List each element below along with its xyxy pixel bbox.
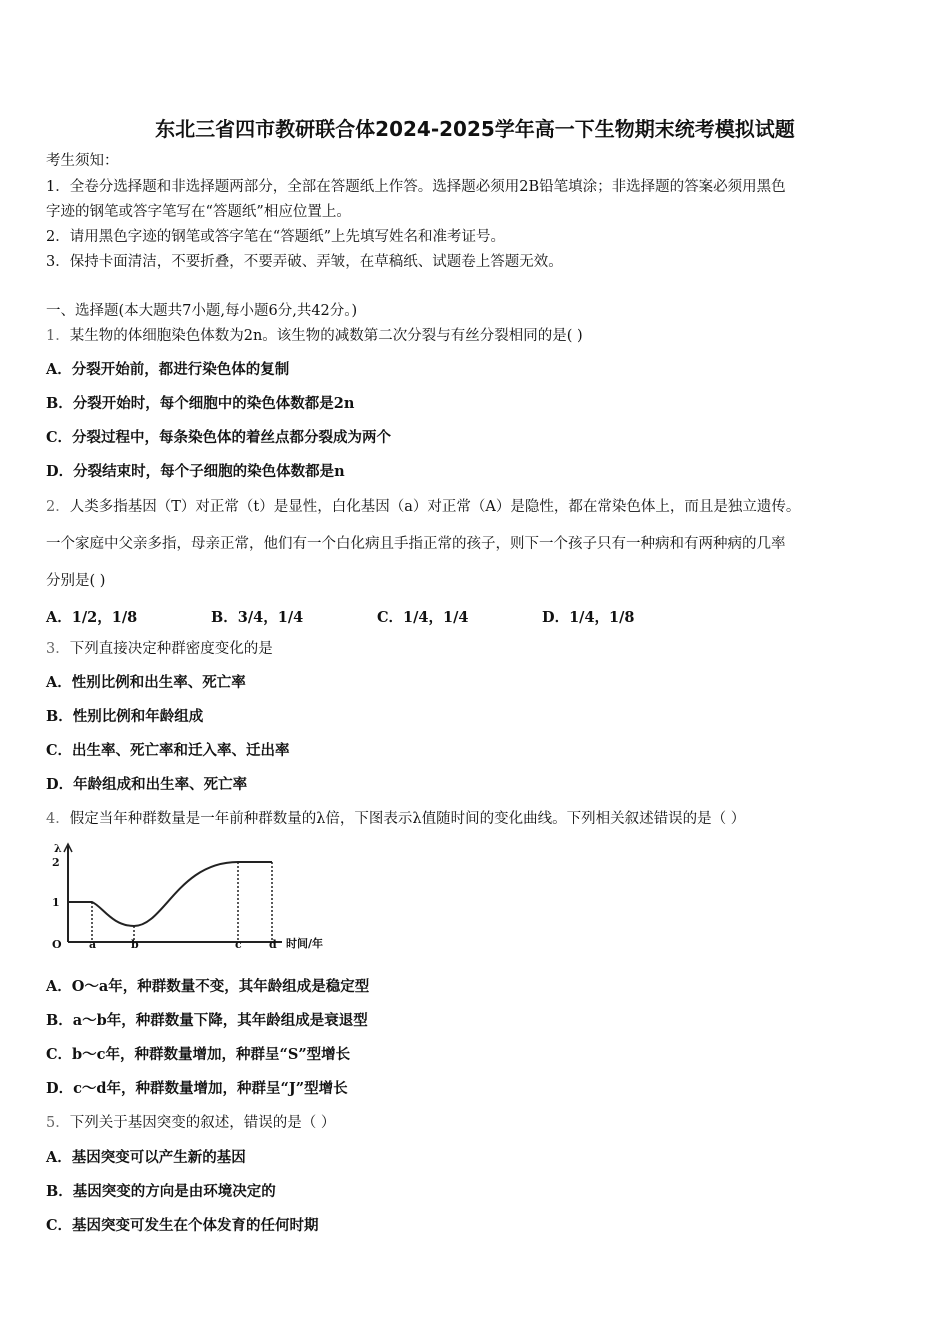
y-axis-label: λ xyxy=(54,842,62,855)
x-tick-label: b xyxy=(131,938,139,951)
q3-option-d: D．年龄组成和出生率、死亡率 xyxy=(46,776,248,793)
q2-option-a: A．1/2，1/8 xyxy=(46,609,138,626)
section-heading: 一、选择题(本大题共7小题,每小题6分,共42分。) xyxy=(46,303,358,319)
question-2-cont: 一个家庭中父亲多指，母亲正常，他们有一个白化病且手指正常的孩子，则下一个孩子只有一种病和有两种病的几率 xyxy=(46,536,786,552)
question-5 xyxy=(46,1114,335,1132)
question-stem: 某生物的体细胞染色体数为2n。该生物的减数第二次分裂与有丝分裂相同的是( ) xyxy=(69,328,583,344)
question-3 xyxy=(46,640,273,658)
notice-item-1-cont: 字迹的钢笔或答字笔写在“答题纸”相应位置上。 xyxy=(46,204,351,220)
question-2-end: 分别是( ) xyxy=(46,573,106,589)
q3-option-a: A．性别比例和出生率、死亡率 xyxy=(46,674,246,691)
q5-option-a: A．基因突变可以产生新的基因 xyxy=(46,1149,246,1166)
notice-item-2: 2．请用黑色字迹的钢笔或答字笔在“答题纸”上先填写姓名和准考证号。 xyxy=(46,229,506,245)
q5-option-b: B．基因突变的方向是由环境决定的 xyxy=(46,1183,276,1200)
q1-option-a: A．分裂开始前，都进行染色体的复制 xyxy=(46,361,290,378)
question-number: 3． xyxy=(46,641,70,657)
q4-option-c: C．b～c年，种群数量增加，种群呈“S”型增长 xyxy=(46,1046,351,1063)
question-number: 5． xyxy=(46,1115,70,1131)
q3-option-c: C．出生率、死亡率和迁入率、迁出率 xyxy=(46,742,290,759)
notice-item-1: 1．全卷分选择题和非选择题两部分，全部在答题纸上作答。选择题必须用2B铅笔填涂；非选择题的答案必须用黑色 xyxy=(46,179,786,195)
question-stem: 假定当年种群数量是一年前种群数量的λ倍，下图表示λ值随时间的变化曲线。下列相关叙述错误的是（ ） xyxy=(69,811,746,827)
lambda-chart xyxy=(46,838,356,953)
x-axis-label: 时间/年 xyxy=(286,937,324,950)
question-number: 2． xyxy=(46,499,70,515)
question-number: 1． xyxy=(46,328,70,344)
notice-heading: 考生须知： xyxy=(46,153,119,169)
question-2 xyxy=(46,498,800,516)
question-stem: 人类多指基因（T）对正常（t）是显性，白化基因（a）对正常（A）是隐性，都在常染色体上，而且是独立遗传。 xyxy=(69,499,801,515)
question-4 xyxy=(46,810,745,828)
q2-option-c: C．1/4，1/4 xyxy=(377,609,469,626)
y-tick-label: 2 xyxy=(52,856,60,869)
q1-option-c: C．分裂过程中，每条染色体的着丝点都分裂成为两个 xyxy=(46,429,392,446)
question-stem: 下列直接决定种群密度变化的是 xyxy=(69,641,273,657)
q3-option-b: B．性别比例和年龄组成 xyxy=(46,708,204,725)
x-tick-label: d xyxy=(269,938,277,951)
q1-option-b: B．分裂开始时，每个细胞中的染色体数都是2n xyxy=(46,395,355,412)
y-tick-label: 1 xyxy=(52,896,60,909)
page-title: 东北三省四市教研联合体2024-2025学年高一下生物期末统考模拟试题 xyxy=(155,117,795,141)
question-number: 4． xyxy=(46,811,70,827)
lambda-curve xyxy=(68,862,272,926)
notice-item-3: 3．保持卡面清洁，不要折叠，不要弄破、弄皱，在草稿纸、试题卷上答题无效。 xyxy=(46,254,563,270)
q4-option-a: A．O～a年，种群数量不变，其年龄组成是稳定型 xyxy=(46,978,370,995)
q4-option-b: B．a～b年，种群数量下降，其年龄组成是衰退型 xyxy=(46,1012,368,1029)
question-stem: 下列关于基因突变的叙述，错误的是（ ） xyxy=(69,1115,336,1131)
origin-label: O xyxy=(52,938,62,951)
q4-option-d: D．c～d年，种群数量增加，种群呈“J”型增长 xyxy=(46,1080,348,1097)
question-1 xyxy=(46,327,583,345)
q2-option-b: B．3/4，1/4 xyxy=(211,609,304,626)
q5-option-c: C．基因突变可发生在个体发育的任何时期 xyxy=(46,1217,319,1234)
q2-option-d: D．1/4，1/8 xyxy=(542,609,635,626)
q1-option-d: D．分裂结束时，每个子细胞的染色体数都是n xyxy=(46,463,345,480)
x-tick-label: a xyxy=(89,938,97,951)
x-tick-label: c xyxy=(235,938,242,951)
